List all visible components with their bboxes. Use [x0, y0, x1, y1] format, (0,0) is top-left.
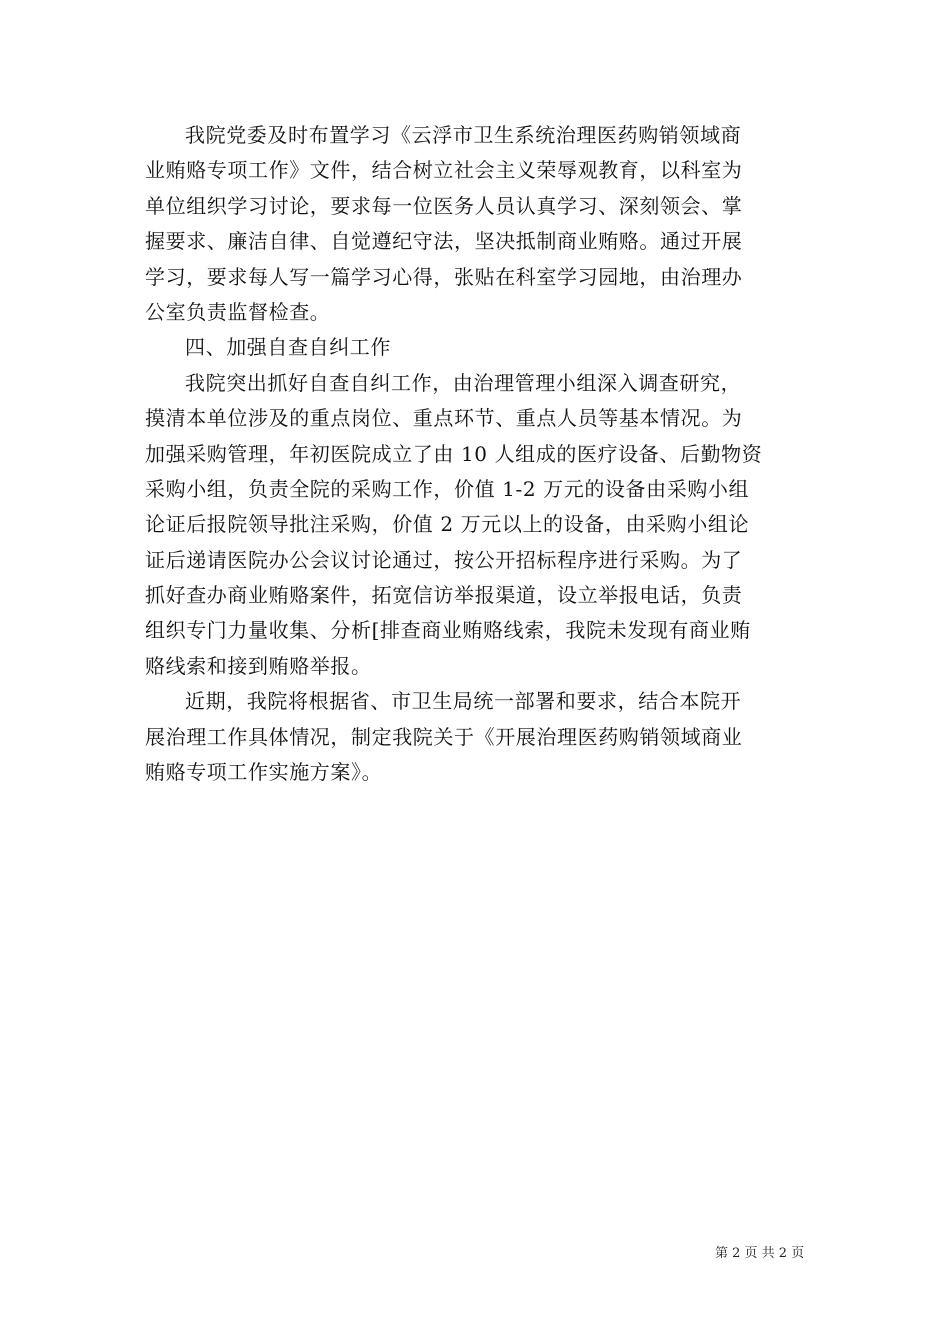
paragraph-line: 组织专门力量收集、分析[排查商业贿赂线索，我院未发现有商业贿	[145, 618, 751, 643]
paragraph-line: 加强采购管理，年初医院成立了由 10 人组成的医疗设备、后勤物资	[145, 441, 763, 466]
paragraph-line: 论证后报院领导批注采购，价值 2 万元以上的设备，由采购小组论	[145, 512, 750, 537]
paragraph-line: 业贿赂专项工作》文件，结合树立社会主义荣辱观教育，以科室为	[145, 158, 743, 183]
paragraph-line: 证后递请医院办公会议讨论通过，按公开招标程序进行采购。为了	[145, 547, 743, 572]
paragraph-line: 摸清本单位涉及的重点岗位、重点环节、重点人员等基本情况。为	[145, 406, 743, 431]
paragraph-line: 展治理工作具体情况，制定我院关于《开展治理医药购销领域商业	[145, 724, 743, 749]
paragraph-line: 赂线索和接到贿赂举报。	[145, 653, 372, 678]
paragraph-line: 学习，要求每人写一篇学习心得，张贴在科室学习园地，由治理办	[145, 264, 743, 289]
paragraph-line: 我院突出抓好自查自纠工作，由治理管理小组深入调查研究，	[185, 370, 742, 395]
paragraph-line: 采购小组，负责全院的采购工作，价值 1-2 万元的设备由采购小组	[145, 476, 750, 501]
paragraph-line: 抓好查办商业贿赂案件，拓宽信访举报渠道，设立举报电话，负责	[145, 583, 743, 608]
paragraph-line: 公室负责监督检查。	[145, 299, 331, 324]
paragraph-line: 我院党委及时布置学习《云浮市卫生系统治理医药购销领域商	[185, 123, 742, 147]
section-heading: 四、加强自查自纠工作	[185, 335, 391, 360]
document-body	[145, 118, 810, 790]
paragraph-line: 近期，我院将根据省、市卫生局统一部署和要求，结合本院开	[185, 689, 742, 714]
paragraph-line: 握要求、廉洁自律、自觉遵纪守法，坚决抵制商业贿赂。通过开展	[145, 229, 743, 254]
paragraph-line: 单位组织学习讨论，要求每一位医务人员认真学习、深刻领会、掌	[145, 193, 743, 218]
paragraph-line: 贿赂专项工作实施方案》。	[145, 760, 383, 785]
page-number: 第 2 页 共 2 页	[715, 1246, 805, 1261]
